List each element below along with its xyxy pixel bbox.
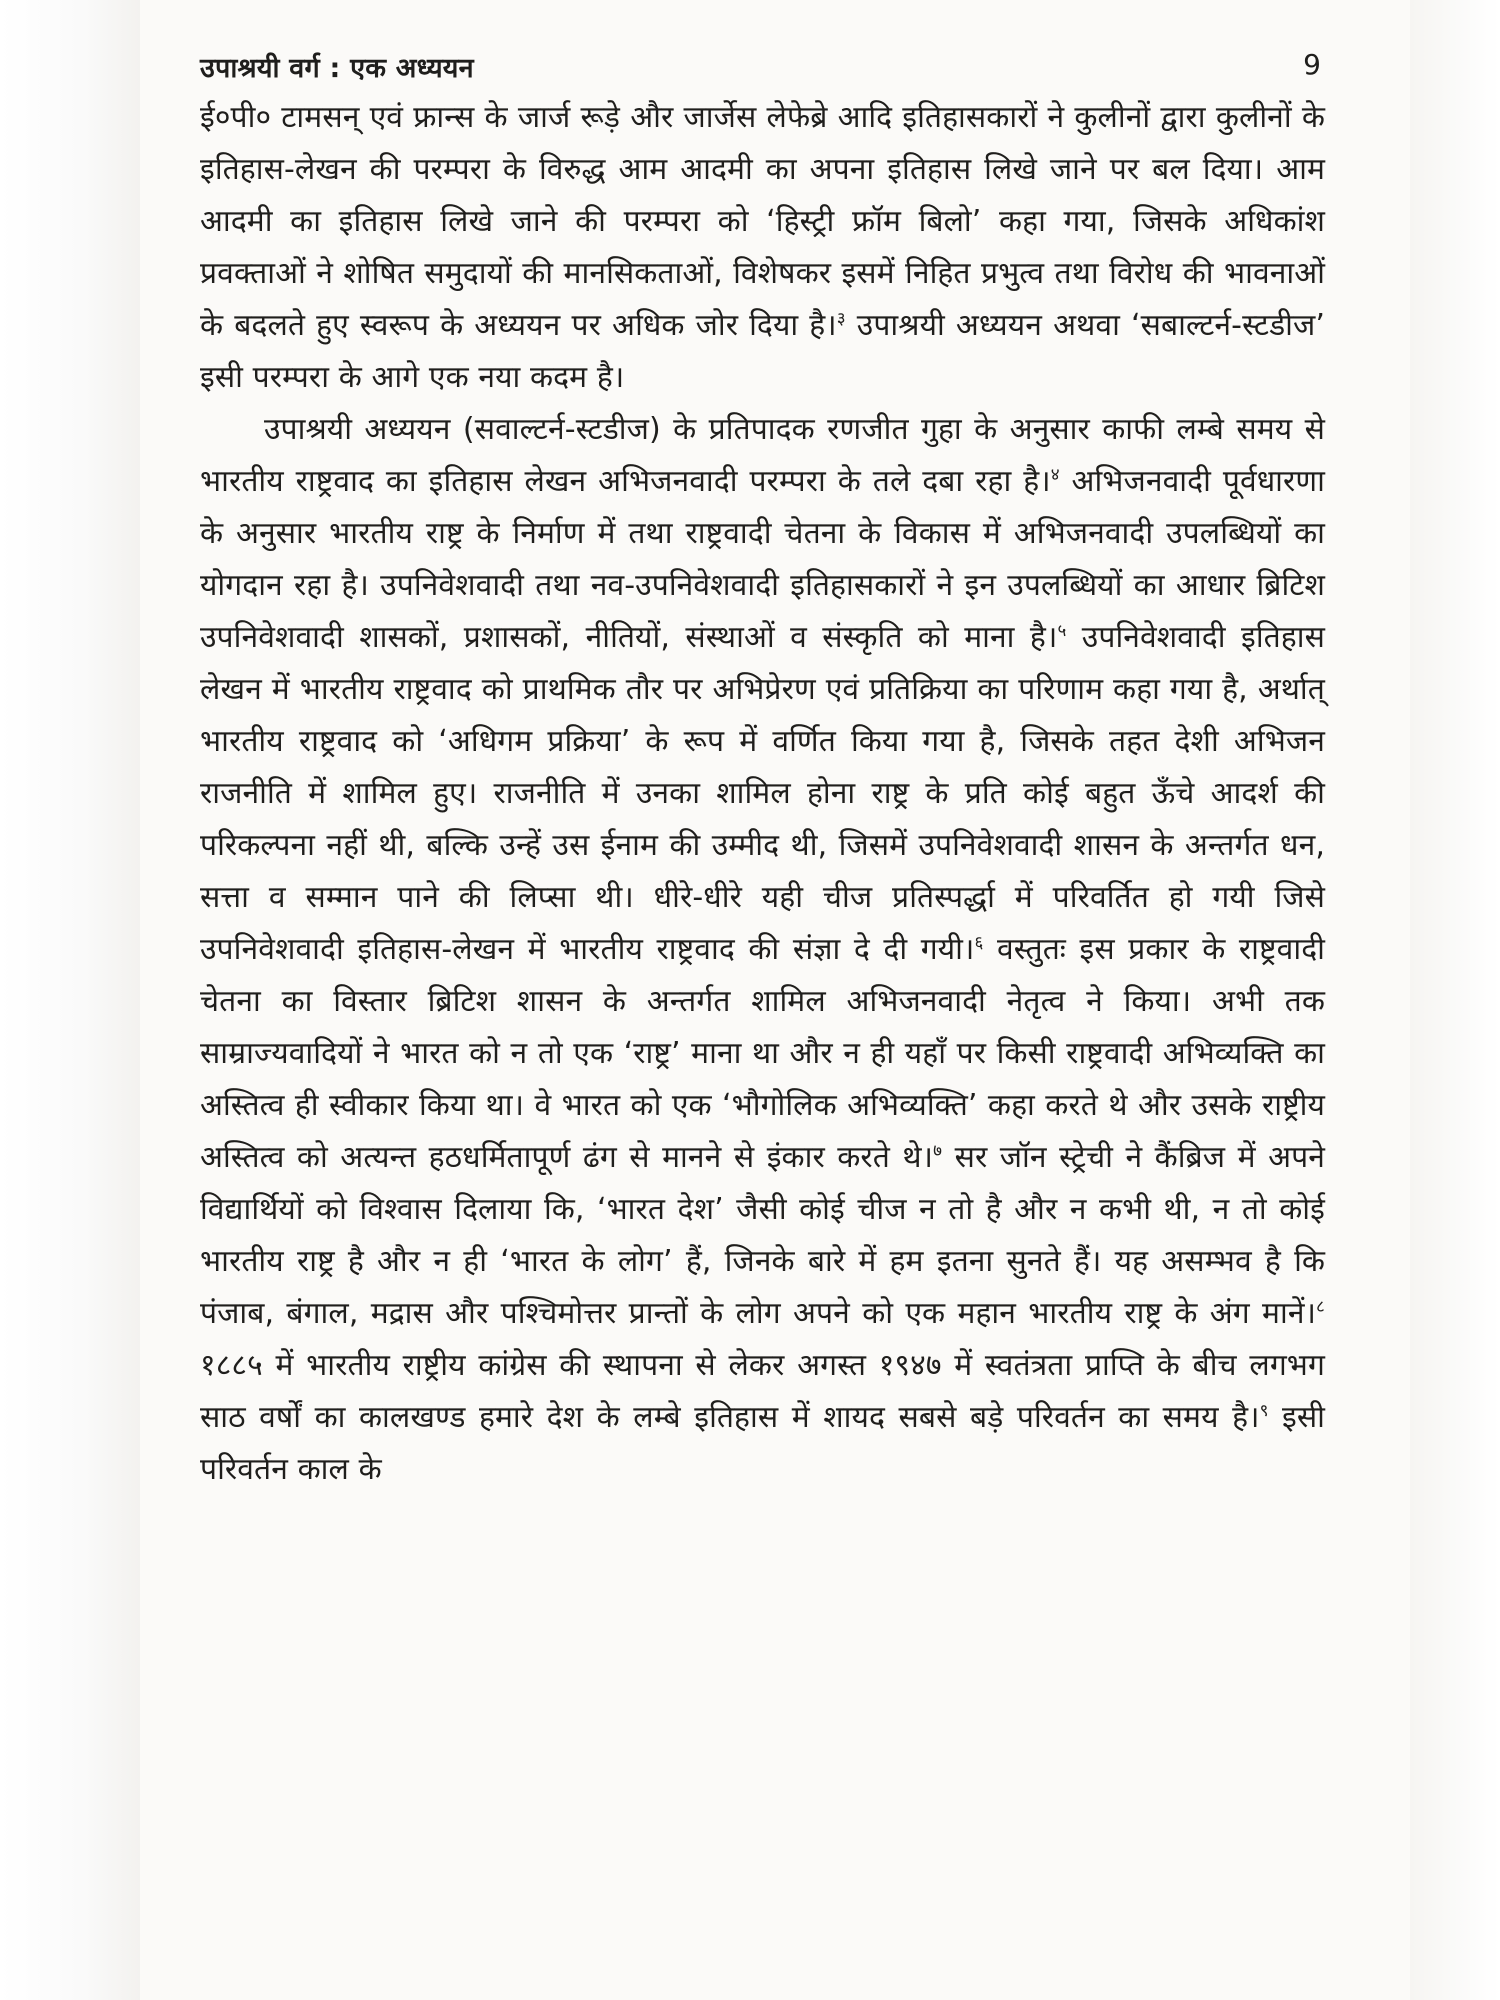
footnote-marker: ९ (1259, 1401, 1269, 1421)
body-text (200, 92, 1325, 1496)
text-run: उपाश्रयी अध्ययन (सवाल्टर्न-स्टडीज) के प्रतिपादक रणजीत गुहा के अनुसार काफी लम्बे समय से भारतीय राष्ट्रवाद का इतिहास लेखन अभिजनवादी परम्परा के तले दबा रहा है। (200, 412, 1325, 499)
footnote-marker: ३ (836, 309, 846, 329)
paragraph (200, 92, 1325, 404)
text-run: इसी परिवर्तन काल के (200, 1400, 1325, 1487)
page-number: 9 (1303, 48, 1321, 81)
running-head (200, 48, 1325, 92)
book-page (200, 48, 1325, 1968)
text-run: सर जॉन स्ट्रेची ने कैंब्रिज में अपने विद्यार्थियों को विश्वास दिलाया कि, ‘भारत देश’ जैसी कोई चीज न तो है और न कभी थी, न तो कोई भारतीय राष्ट्र है और न ही ‘भारत के लोग’ हैं, जिनके बारे में हम इतना सुनते हैं। यह असम्भव है कि पंजाब, बंगाल, मद्रास और पश्चिमोत्तर प्रान्तों के लोग अपने को एक महान भारतीय राष्ट्र के अंग मानें। (200, 1140, 1325, 1331)
scan-margin-left (0, 0, 140, 2000)
text-run: उपाश्रयी अध्ययन अथवा ‘सबाल्टर्न-स्टडीज’ इसी परम्परा के आगे एक नया कदम है। (200, 308, 1326, 395)
text-run: वस्तुतः इस प्रकार के राष्ट्रवादी चेतना का विस्तार ब्रिटिश शासन के अन्तर्गत शामिल अभिजनवादी नेतृत्व ने किया। अभी तक साम्राज्यवादियों ने भारत को न तो एक ‘राष्ट्र’ माना था और न ही यहाँ पर किसी राष्ट्रवादी अभिव्यक्ति का अस्तित्व ही स्वीकार किया था। वे भारत को एक ‘भौगोलिक अभिव्यक्ति’ कहा करते थे और उसके राष्ट्रीय अस्तित्व को अत्यन्त हठधर्मितापूर्ण ढंग से मानने से इंकार करते थे। (200, 932, 1325, 1175)
paragraph (200, 404, 1325, 1496)
footnote-marker: ६ (974, 933, 984, 953)
text-run: ई०पी० टामसन् एवं फ्रान्स के जार्ज रूड़े और जार्जेस लेफेब्रे आदि इतिहासकारों ने कुलीनों द्वारा कुलीनों के इतिहास-लेखन की परम्परा के विरुद्ध आम आदमी का अपना इतिहास लिखे जाने पर बल दिया। आम आदमी का इतिहास लिखे जाने की परम्परा को ‘हिस्ट्री फ्रॉम बिलो’ कहा गया, जिसके अधिकांश प्रवक्ताओं ने शोषित समुदायों की मानसिकताओं, विशेषकर इसमें निहित प्रभुत्व तथा विरोध की भावनाओं के बदलते हुए स्वरूप के अध्ययन पर अधिक जोर दिया है। (200, 100, 1325, 343)
footnote-marker: ८ (1316, 1297, 1325, 1317)
footnote-marker: ५ (1057, 621, 1067, 641)
text-run: १८८५ में भारतीय राष्ट्रीय कांग्रेस की स्थापना से लेकर अगस्त १९४७ में स्वतंत्रता प्राप्ति के बीच लगभग साठ वर्षों का कालखण्ड हमारे देश के लम्बे इतिहास में शायद सबसे बड़े परिवर्तन का समय है। (200, 1348, 1325, 1435)
chapter-title: उपाश्रयी वर्ग : एक अध्ययन (200, 53, 474, 84)
text-run: अभिजनवादी पूर्वधारणा के अनुसार भारतीय राष्ट्र के निर्माण में तथा राष्ट्रवादी चेतना के विकास में अभिजनवादी उपलब्धियों का योगदान रहा है। उपनिवेशवादी तथा नव-उपनिवेशवादी इतिहासकारों ने इन उपलब्धियों का आधार ब्रिटिश उपनिवेशवादी शासकों, प्रशासकों, नीतियों, संस्थाओं व संस्कृति को माना है। (200, 464, 1325, 655)
footnote-marker: ७ (933, 1141, 943, 1161)
scan-margin-right (1410, 0, 1500, 2000)
text-run: उपनिवेशवादी इतिहास लेखन में भारतीय राष्ट्रवाद को प्राथमिक तौर पर अभिप्रेरण एवं प्रतिक्रिया का परिणाम कहा गया है, अर्थात् भारतीय राष्ट्रवाद को ‘अधिगम प्रक्रिया’ के रूप में वर्णित किया गया है, जिसके तहत देशी अभिजन राजनीति में शामिल हुए। राजनीति में उनका शामिल होना राष्ट्र के प्रति कोई बहुत ऊँचे आदर्श की परिकल्पना नहीं थी, बल्कि उन्हें उस ईनाम की उम्मीद थी, जिसमें उपनिवेशवादी शासन के अन्तर्गत धन, सत्ता व सम्मान पाने की लिप्सा थी। धीरे-धीरे यही चीज प्रतिस्पर्द्धा में परिवर्तित हो गयी जिसे उपनिवेशवादी इतिहास-लेखन में भारतीय राष्ट्रवाद की संज्ञा दे दी गयी। (200, 620, 1325, 967)
footnote-marker: ४ (1050, 465, 1060, 485)
